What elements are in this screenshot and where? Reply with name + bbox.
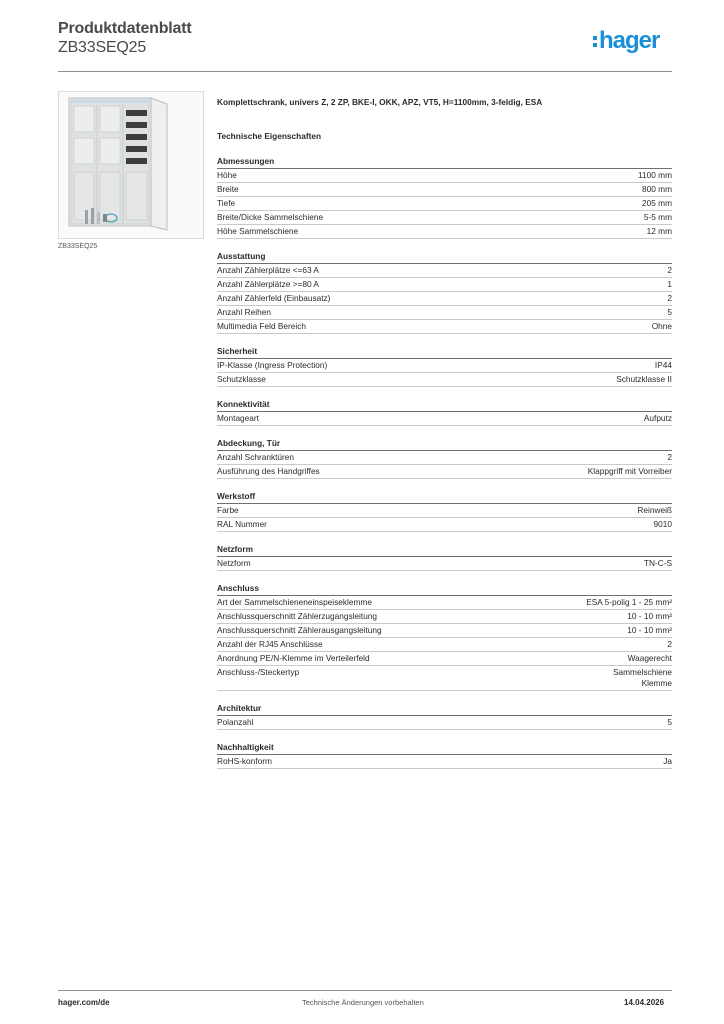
spec-section — [217, 489, 672, 532]
hager-logo — [593, 28, 659, 54]
spec-label: Anschluss-/Steckertyp — [217, 667, 300, 677]
spec-value: Ohne — [651, 321, 672, 331]
spec-row — [217, 225, 672, 239]
spec-value: 2 — [667, 639, 672, 649]
spec-row — [217, 504, 672, 518]
product-code: ZB33SEQ25 — [58, 39, 147, 56]
section-heading: Werkstoff — [217, 489, 672, 504]
spec-label: Anzahl der RJ45 Anschlüsse — [217, 639, 323, 649]
spec-section — [217, 154, 672, 239]
spec-row — [217, 359, 672, 373]
section-heading: Netzform — [217, 542, 672, 557]
section-heading: Architektur — [217, 701, 672, 716]
page-title: Produktdatenblatt — [58, 20, 192, 37]
footer-website: hager.com/de — [58, 998, 110, 1007]
header-divider — [58, 71, 672, 72]
logo-text: hager — [599, 27, 660, 54]
spec-row — [217, 465, 672, 479]
spec-label: Höhe Sammelschiene — [217, 226, 299, 236]
spec-label: Anschlussquerschnitt Zählerzugangsleitung — [217, 611, 378, 621]
spec-section — [217, 249, 672, 334]
section-heading: Anschluss — [217, 581, 672, 596]
spec-row — [217, 624, 672, 638]
spec-value: 12 mm — [646, 226, 672, 236]
spec-value: 2 — [667, 265, 672, 275]
spec-row — [217, 264, 672, 278]
spec-value: TN-C-S — [643, 558, 672, 568]
spec-row — [217, 610, 672, 624]
spec-label: Netzform — [217, 558, 251, 568]
spec-section — [217, 436, 672, 479]
spec-row — [217, 306, 672, 320]
spec-label: Tiefe — [217, 198, 236, 208]
section-heading: Konnektivität — [217, 397, 672, 412]
image-caption: ZB33SEQ25 — [58, 243, 98, 250]
section-heading: Ausstattung — [217, 249, 672, 264]
spec-row — [217, 755, 672, 769]
logo-dots-icon — [593, 33, 597, 49]
spec-row — [217, 320, 672, 334]
spec-row — [217, 169, 672, 183]
spec-value: ESA 5-polig 1 - 25 mm² — [586, 597, 672, 607]
spec-row — [217, 716, 672, 730]
spec-value: 5 — [667, 307, 672, 317]
spec-row — [217, 197, 672, 211]
footer-notice: Technische Änderungen vorbehalten — [302, 998, 424, 1007]
spec-value: Aufputz — [643, 413, 672, 423]
spec-label: IP-Klasse (Ingress Protection) — [217, 360, 328, 370]
spec-row — [217, 666, 672, 691]
spec-row — [217, 373, 672, 387]
spec-value: Schutzklasse II — [616, 374, 672, 384]
product-image — [58, 91, 204, 239]
specification-sections — [217, 154, 672, 769]
spec-label: Farbe — [217, 505, 239, 515]
spec-label: Anzahl Reihen — [217, 307, 271, 317]
spec-label: Höhe — [217, 170, 237, 180]
section-heading: Abmessungen — [217, 154, 672, 169]
spec-label: Anzahl Zählerplätze >=80 A — [217, 279, 319, 289]
spec-section — [217, 740, 672, 769]
spec-label: Breite — [217, 184, 239, 194]
spec-value: 10 - 10 mm² — [627, 625, 672, 635]
spec-row — [217, 183, 672, 197]
spec-section — [217, 344, 672, 387]
spec-value: 1100 mm — [638, 170, 672, 180]
spec-value: 5-5 mm — [643, 212, 672, 222]
spec-label: Polanzahl — [217, 717, 254, 727]
spec-row — [217, 652, 672, 666]
spec-row — [217, 451, 672, 465]
spec-label: Schutzklasse — [217, 374, 266, 384]
product-description: Komplettschrank, univers Z, 2 ZP, BKE-I, OKK, APZ, VT5, H=1100mm, 3-feldig, ESA — [217, 97, 543, 107]
footer-divider — [58, 990, 672, 991]
spec-row — [217, 211, 672, 225]
spec-label: Art der Sammelschieneneinspeiseklemme — [217, 597, 372, 607]
spec-value: 10 - 10 mm² — [627, 611, 672, 621]
spec-label: Ausführung des Handgriffes — [217, 466, 320, 476]
spec-label: RAL Nummer — [217, 519, 267, 529]
spec-row — [217, 278, 672, 292]
spec-value: 2 — [667, 293, 672, 303]
footer-date: 14.04.2026 — [624, 998, 665, 1007]
spec-label: Anzahl Schranktüren — [217, 452, 295, 462]
spec-section — [217, 581, 672, 691]
spec-value: 800 mm — [642, 184, 672, 194]
cabinet-illustration-icon — [59, 92, 203, 238]
spec-row — [217, 557, 672, 571]
spec-value: 1 — [667, 279, 672, 289]
spec-value: Reinweiß — [637, 505, 672, 515]
spec-value: Ja — [663, 756, 672, 766]
spec-value: 205 mm — [642, 198, 672, 208]
spec-section — [217, 701, 672, 730]
product-details — [217, 96, 672, 769]
section-heading: Sicherheit — [217, 344, 672, 359]
spec-row — [217, 638, 672, 652]
spec-value: Sammelschiene Klemme — [612, 667, 672, 688]
spec-value: Waagerecht — [627, 653, 672, 663]
spec-value: 2 — [667, 452, 672, 462]
spec-label: Multimedia Feld Bereich — [217, 321, 306, 331]
spec-value: Klappgriff mit Vorreiber — [587, 466, 672, 476]
section-heading: Abdeckung, Tür — [217, 436, 672, 451]
spec-value: 5 — [667, 717, 672, 727]
spec-label: Anzahl Zählerfeld (Einbausatz) — [217, 293, 331, 303]
spec-row — [217, 412, 672, 426]
spec-row — [217, 292, 672, 306]
spec-label: Montageart — [217, 413, 259, 423]
spec-label: Anzahl Zählerplätze <=63 A — [217, 265, 319, 275]
spec-row — [217, 596, 672, 610]
spec-section — [217, 542, 672, 571]
technical-properties-heading: Technische Eigenschaften — [217, 131, 322, 141]
section-heading: Nachhaltigkeit — [217, 740, 672, 755]
spec-label: Breite/Dicke Sammelschiene — [217, 212, 324, 222]
spec-section — [217, 397, 672, 426]
spec-row — [217, 518, 672, 532]
spec-label: Anschlussquerschnitt Zählerausgangsleitung — [217, 625, 382, 635]
spec-value: IP44 — [654, 360, 672, 370]
spec-value: 9010 — [653, 519, 672, 529]
spec-label: RoHS-konform — [217, 756, 272, 766]
spec-label: Anordnung PE/N-Klemme im Verteilerfeld — [217, 653, 370, 663]
